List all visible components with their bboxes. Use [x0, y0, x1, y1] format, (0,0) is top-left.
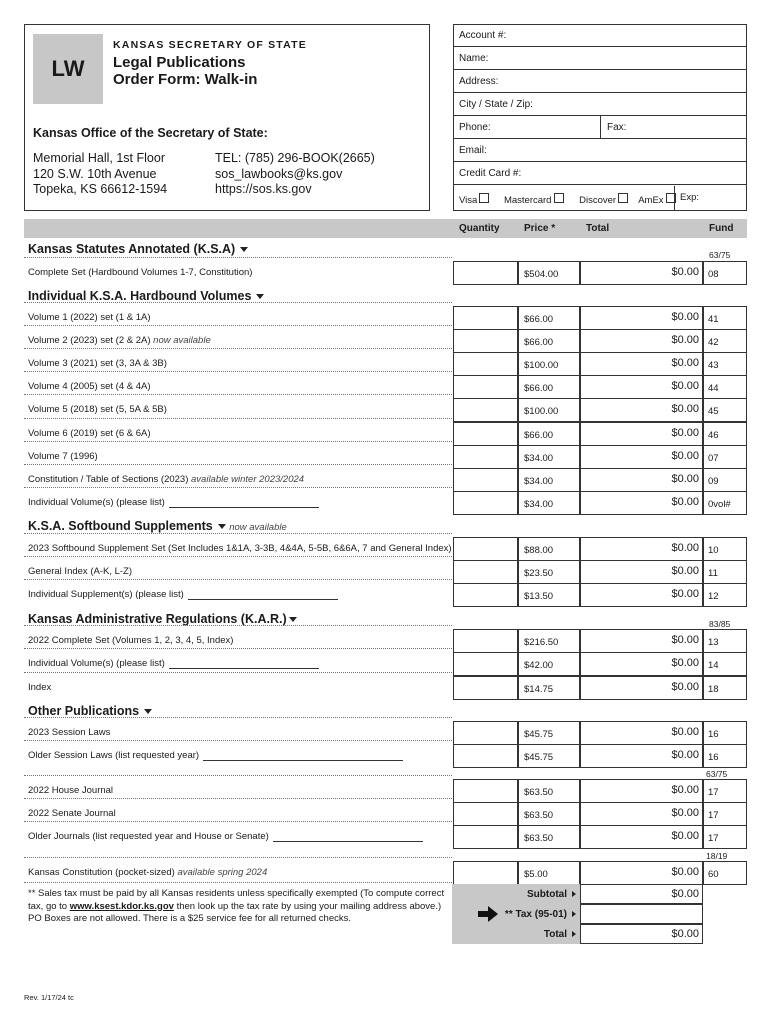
- dropdown-arrow-icon: [240, 247, 248, 252]
- row-divider: [24, 394, 452, 395]
- price-cell: $63.50: [518, 802, 580, 826]
- section-ksa: [28, 242, 248, 256]
- item-label: 2023 Softbound Supplement Set (Set Includes 1&1A, 3-3B, 4&4A, 5-5B, 6&6A, 7 and General Index): [28, 543, 452, 554]
- write-in-line[interactable]: [273, 841, 423, 842]
- address-line: Memorial Hall, 1st Floor: [33, 151, 165, 165]
- total-cell: $0.00: [580, 375, 703, 399]
- item-label: Complete Set (Hardbound Volumes 1-7, Constitution): [28, 267, 253, 278]
- fax-label: Fax:: [607, 122, 627, 133]
- caret-right-icon: [572, 891, 576, 897]
- fund-cell: 17: [703, 779, 747, 803]
- row-divider: [24, 821, 452, 822]
- address-line: 120 S.W. 10th Avenue: [33, 166, 157, 181]
- price-cell: $66.00: [518, 375, 580, 399]
- price-cell: $100.00: [518, 352, 580, 376]
- item-label: 2022 House Journal: [28, 785, 114, 796]
- price-cell: $23.50: [518, 560, 580, 584]
- total-cell: $0.00: [580, 329, 703, 353]
- section-title: Kansas Statutes Annotated (K.S.A): [28, 242, 236, 256]
- total-cell: $0.00: [580, 306, 703, 330]
- item-label: Individual Supplement(s) (please list): [28, 589, 338, 600]
- discover-checkbox[interactable]: [618, 193, 628, 203]
- office-address: [33, 151, 167, 198]
- card-type-options: [459, 193, 676, 206]
- phone-label: Phone:: [459, 122, 491, 133]
- website-text: https://sos.ks.gov: [215, 182, 312, 196]
- item-label: 2022 Senate Journal: [28, 808, 116, 819]
- quantity-header: Quantity: [459, 223, 500, 234]
- item-label: Index: [28, 682, 52, 693]
- total-cell: $0.00: [580, 861, 703, 885]
- address-field[interactable]: Address:: [453, 70, 747, 93]
- quantity-input[interactable]: [453, 537, 518, 561]
- item-label: Older Session Laws (list requested year): [28, 750, 403, 761]
- price-cell: $34.00: [518, 468, 580, 492]
- section-title: K.S.A. Softbound Supplements: [28, 519, 213, 533]
- row-divider: [24, 464, 452, 465]
- fund-cell: 07: [703, 445, 747, 469]
- price-cell: $42.00: [518, 652, 580, 676]
- total-cell: $0.00: [580, 779, 703, 803]
- total-cell: $0.00: [580, 744, 703, 768]
- dropdown-arrow-icon: [289, 617, 297, 622]
- row-divider: [24, 487, 452, 488]
- write-in-line[interactable]: [188, 599, 338, 600]
- total-cell: $0.00: [580, 721, 703, 745]
- row-divider: [24, 740, 452, 741]
- item-label: Individual Volume(s) (please list): [28, 497, 319, 508]
- quantity-input[interactable]: [453, 721, 518, 745]
- item-label: Volume 4 (2005) set (4 & 4A): [28, 381, 151, 392]
- fund-cell: 14: [703, 652, 747, 676]
- revision-text: Rev. 1/17/24 tc: [24, 993, 74, 1002]
- fund-cell: 16: [703, 721, 747, 745]
- item-label: Constitution / Table of Sections (2023) available winter 2023/2024: [28, 474, 305, 485]
- dropdown-arrow-icon: [256, 294, 264, 299]
- section-note: now available: [229, 522, 287, 533]
- quantity-input[interactable]: [453, 422, 518, 446]
- row-divider: [24, 441, 452, 442]
- section-title: Other Publications: [28, 704, 140, 718]
- section-kar: [28, 612, 297, 626]
- total-header: Total: [586, 223, 610, 234]
- fund-cell: 46: [703, 422, 747, 446]
- arrow-right-icon: [478, 906, 498, 927]
- amex-label: AmEx: [638, 195, 664, 206]
- row-divider: [24, 371, 452, 372]
- total-cell: $0.00: [580, 398, 703, 422]
- row-divider: [24, 302, 452, 303]
- quantity-input[interactable]: [453, 560, 518, 584]
- quantity-input[interactable]: [453, 352, 518, 376]
- total-cell: $0.00: [580, 422, 703, 446]
- quantity-input[interactable]: [453, 306, 518, 330]
- caret-right-icon: [572, 911, 576, 917]
- row-divider: [24, 857, 452, 858]
- row-divider: [24, 579, 452, 580]
- item-label: Volume 3 (2021) set (3, 3A & 3B): [28, 358, 167, 369]
- row-divider: [24, 798, 452, 799]
- price-cell: $100.00: [518, 398, 580, 422]
- total-cell: $0.00: [580, 802, 703, 826]
- row-divider: [24, 257, 452, 258]
- row-divider: [24, 775, 452, 776]
- quantity-input[interactable]: [453, 491, 518, 515]
- item-note: available spring 2024: [177, 867, 268, 878]
- total-cell: $0.00: [580, 560, 703, 584]
- total-cell: $0.00: [580, 261, 703, 285]
- tax-footnote: ** Sales tax must be paid by all Kansas residents unless specifically exempted (To compute correct tax, go to www.ksest.kdor.ks.gov then look up the tax rate by using your mailing address above.) PO Boxes are not allowed. There is a $25 service fee for all returned checks.: [28, 888, 445, 924]
- price-cell: $66.00: [518, 422, 580, 446]
- quantity-input[interactable]: [453, 802, 518, 826]
- fund-cell: 44: [703, 375, 747, 399]
- address-line: Topeka, KS 66612-1594: [33, 182, 168, 196]
- write-in-line[interactable]: [203, 760, 403, 761]
- quantity-input[interactable]: [453, 468, 518, 492]
- price-cell: $66.00: [518, 306, 580, 330]
- row-divider: [24, 533, 452, 534]
- price-cell: $45.75: [518, 721, 580, 745]
- fund-cell: 16: [703, 744, 747, 768]
- tax-value[interactable]: [580, 904, 703, 924]
- quantity-input[interactable]: [453, 744, 518, 768]
- name-field[interactable]: Name:: [453, 47, 747, 70]
- exp-field[interactable]: [674, 186, 747, 211]
- caret-right-icon: [572, 931, 576, 937]
- item-label: 2023 Session Laws: [28, 727, 111, 738]
- mastercard-label: Mastercard: [503, 195, 552, 206]
- dropdown-arrow-icon: [218, 524, 226, 529]
- fund-cell: 10: [703, 537, 747, 561]
- price-cell: $13.50: [518, 583, 580, 607]
- price-cell: $5.00: [518, 861, 580, 885]
- section-title: Kansas Administrative Regulations (K.A.R.): [28, 612, 287, 626]
- total-cell: $0.00: [580, 676, 703, 700]
- fund-cell: 17: [703, 802, 747, 826]
- section-hardbound: [28, 289, 264, 303]
- quantity-input[interactable]: [453, 329, 518, 353]
- email-text: sos_lawbooks@ks.gov: [215, 166, 343, 181]
- form-title-line2: Order Form: Walk-in: [113, 71, 258, 88]
- visa-label: Visa: [459, 195, 478, 206]
- phone-field[interactable]: [453, 116, 600, 139]
- total-cell: $0.00: [580, 629, 703, 653]
- price-cell: $63.50: [518, 825, 580, 849]
- row-divider: [24, 717, 452, 718]
- tax-label: ** Tax (95-01): [505, 909, 576, 920]
- price-cell: $66.00: [518, 329, 580, 353]
- total-cell: $0.00: [580, 652, 703, 676]
- price-cell: $34.00: [518, 445, 580, 469]
- fund-group-label: 63/75: [706, 769, 728, 779]
- row-divider: [24, 348, 452, 349]
- write-in-line[interactable]: [169, 507, 319, 508]
- item-label: General Index (A-K, L-Z): [28, 566, 133, 577]
- item-note: now available: [153, 335, 211, 346]
- row-divider: [24, 418, 452, 419]
- row-divider: [24, 882, 452, 883]
- phone-text: TEL: (785) 296-BOOK(2665): [215, 151, 375, 165]
- fund-cell: 08: [703, 261, 747, 285]
- fund-cell: 42: [703, 329, 747, 353]
- fund-group-label: 63/75: [709, 250, 731, 260]
- row-divider: [24, 325, 452, 326]
- row-divider: [24, 648, 452, 649]
- fund-group-label: 83/85: [709, 619, 731, 629]
- section-other: [28, 704, 152, 718]
- item-label: Volume 7 (1996): [28, 451, 98, 462]
- total-cell: $0.00: [580, 352, 703, 376]
- total-label: Total: [544, 929, 576, 940]
- quantity-input[interactable]: [453, 676, 518, 700]
- total-cell: $0.00: [580, 537, 703, 561]
- office-contact: [215, 151, 375, 198]
- price-cell: $63.50: [518, 779, 580, 803]
- tax-lookup-link[interactable]: www.ksest.kdor.ks.gov: [69, 900, 174, 912]
- quantity-input[interactable]: [453, 398, 518, 422]
- fund-group-label: 18/19: [706, 851, 728, 861]
- fax-field[interactable]: [600, 116, 747, 139]
- fund-cell: 41: [703, 306, 747, 330]
- discover-label: Discover: [579, 195, 617, 206]
- quantity-input[interactable]: [453, 629, 518, 653]
- price-cell: $45.75: [518, 744, 580, 768]
- write-in-line[interactable]: [169, 668, 319, 669]
- mastercard-checkbox[interactable]: [554, 193, 564, 203]
- subtotal-value: $0.00: [580, 884, 703, 904]
- office-heading: Kansas Office of the Secretary of State:: [33, 126, 268, 140]
- item-label: 2022 Complete Set (Volumes 1, 2, 3, 4, 5, Index): [28, 635, 234, 646]
- email-field[interactable]: Email:: [453, 139, 747, 162]
- section-softbound: [28, 519, 287, 533]
- form-title: [113, 54, 257, 88]
- fund-cell: 18: [703, 676, 747, 700]
- total-cell: $0.00: [580, 583, 703, 607]
- total-cell: $0.00: [580, 445, 703, 469]
- city-state-zip-field[interactable]: City / State / Zip:: [453, 93, 747, 116]
- item-label: Volume 6 (2019) set (6 & 6A): [28, 428, 151, 439]
- item-label: Volume 1 (2022) set (1 & 1A): [28, 312, 151, 323]
- exp-label: Exp:: [680, 192, 700, 203]
- row-divider: [24, 625, 452, 626]
- quantity-input[interactable]: [453, 445, 518, 469]
- quantity-input[interactable]: [453, 375, 518, 399]
- item-label: Volume 2 (2023) set (2 & 2A) now available: [28, 335, 211, 346]
- quantity-input[interactable]: [453, 583, 518, 607]
- grand-total-value: $0.00: [580, 924, 703, 944]
- agency-name: KANSAS SECRETARY OF STATE: [113, 39, 307, 51]
- fund-cell: 0vol#: [703, 491, 747, 515]
- credit-card-field[interactable]: Credit Card #:: [453, 162, 747, 185]
- quantity-input[interactable]: [453, 652, 518, 676]
- subtotal-label: Subtotal: [527, 889, 576, 900]
- quantity-input[interactable]: [453, 779, 518, 803]
- quantity-input[interactable]: [453, 861, 518, 885]
- quantity-input[interactable]: [453, 261, 518, 285]
- item-label: Individual Volume(s) (please list): [28, 658, 319, 669]
- fund-cell: 60: [703, 861, 747, 885]
- total-cell: $0.00: [580, 825, 703, 849]
- item-label: Kansas Constitution (pocket-sized) available spring 2024: [28, 867, 268, 878]
- quantity-input[interactable]: [453, 825, 518, 849]
- account-number-field[interactable]: Account #:: [453, 24, 747, 47]
- fund-cell: 45: [703, 398, 747, 422]
- price-cell: $216.50: [518, 629, 580, 653]
- price-cell: $504.00: [518, 261, 580, 285]
- fund-cell: 13: [703, 629, 747, 653]
- form-title-line1: Legal Publications: [113, 54, 246, 71]
- fund-cell: 11: [703, 560, 747, 584]
- price-cell: $88.00: [518, 537, 580, 561]
- column-header-bar: [24, 219, 747, 238]
- fund-cell: 09: [703, 468, 747, 492]
- lw-logo: LW: [33, 34, 103, 104]
- visa-checkbox[interactable]: [479, 193, 489, 203]
- total-cell: $0.00: [580, 468, 703, 492]
- row-divider: [24, 672, 452, 673]
- section-title: Individual K.S.A. Hardbound Volumes: [28, 289, 252, 303]
- fund-cell: 12: [703, 583, 747, 607]
- price-header: Price *: [524, 223, 556, 234]
- fund-cell: 43: [703, 352, 747, 376]
- dropdown-arrow-icon: [144, 709, 152, 714]
- row-divider: [24, 556, 452, 557]
- fund-cell: 17: [703, 825, 747, 849]
- price-cell: $14.75: [518, 676, 580, 700]
- total-cell: $0.00: [580, 491, 703, 515]
- item-note: available winter 2023/2024: [191, 474, 305, 485]
- item-label: Older Journals (list requested year and House or Senate): [28, 831, 423, 842]
- price-cell: $34.00: [518, 491, 580, 515]
- fund-header: Fund: [709, 223, 734, 234]
- item-label: Volume 5 (2018) set (5, 5A & 5B): [28, 404, 167, 415]
